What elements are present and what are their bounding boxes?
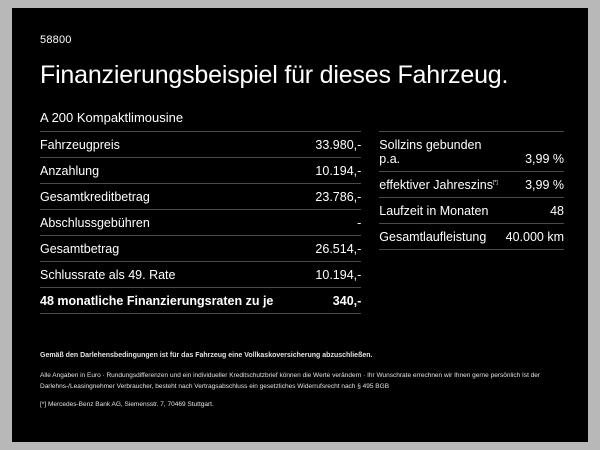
table-row [379,172,564,198]
legal-paragraph: Alle Angaben in Euro · Rundungsdifferenzen und ein individueller Kreditschutzbrief können die Werte verändern · Ihr Wunschrate errechnen wir Ihnen gerne persönlich Ist der Darlehns-/Leasingnehmer Verbraucher, besteht nach Vertragsabschluss ein gesetzliches Widerrufsrecht nach § 495 BGB [40,372,541,390]
table-row [40,184,361,210]
reference-number: 58800 [40,34,72,46]
row-value: 40.000 km [506,224,564,250]
row-value: 10.194,- [309,262,362,288]
row-value: 3,99 % [506,132,564,172]
row-value: 340,- [309,288,362,314]
row-value: 3,99 % [506,172,564,198]
row-value: 48 [506,198,564,224]
table-row [379,132,564,172]
finance-tables [40,131,564,314]
legal-notes [40,350,564,410]
row-value: 26.514,- [309,236,362,262]
row-label: Anzahlung [40,158,309,184]
row-value: 10.194,- [309,158,362,184]
cost-breakdown-table [40,131,361,314]
table-row [40,132,361,158]
row-label: 48 monatliche Finanzierungsraten zu je [40,288,309,314]
terms-table [379,131,564,250]
vehicle-model-label: A 200 Kompaktlimousine [40,110,184,125]
row-label-text: effektiver Jahreszins [379,178,494,192]
row-label: Gesamtlaufleistung [379,224,505,250]
row-label: Laufzeit in Monaten [379,198,505,224]
finance-example-card [12,8,588,442]
page-title: Finanzierungsbeispiel für dieses Fahrzeug. [40,61,509,89]
row-label: Gesamtbetrag [40,236,309,262]
table-row-total [40,288,361,314]
table-row [40,236,361,262]
table-row [40,210,361,236]
row-label [379,172,505,198]
table-row [379,224,564,250]
row-value: - [309,210,362,236]
row-label: Abschlussgebühren [40,210,309,236]
legal-footnote: [*] Mercedes-Benz Bank AG, Siemensstr. 7, 70469 Stuttgart. [40,401,214,408]
row-label: Fahrzeugpreis [40,132,309,158]
row-value: 33.980,- [309,132,362,158]
row-label: Gesamtkreditbetrag [40,184,309,210]
row-label: Sollzins gebunden p.a. [379,132,505,172]
table-row [40,158,361,184]
card-content [40,34,564,432]
legal-insurance-note: Gemäß den Darlehensbedingungen ist für das Fahrzeug eine Vollkaskoversicherung abzuschließen. [40,352,373,359]
table-row [40,262,361,288]
table-row [379,198,564,224]
footnote-marker: [*] [493,179,498,186]
row-value: 23.786,- [309,184,362,210]
row-label: Schlussrate als 49. Rate [40,262,309,288]
